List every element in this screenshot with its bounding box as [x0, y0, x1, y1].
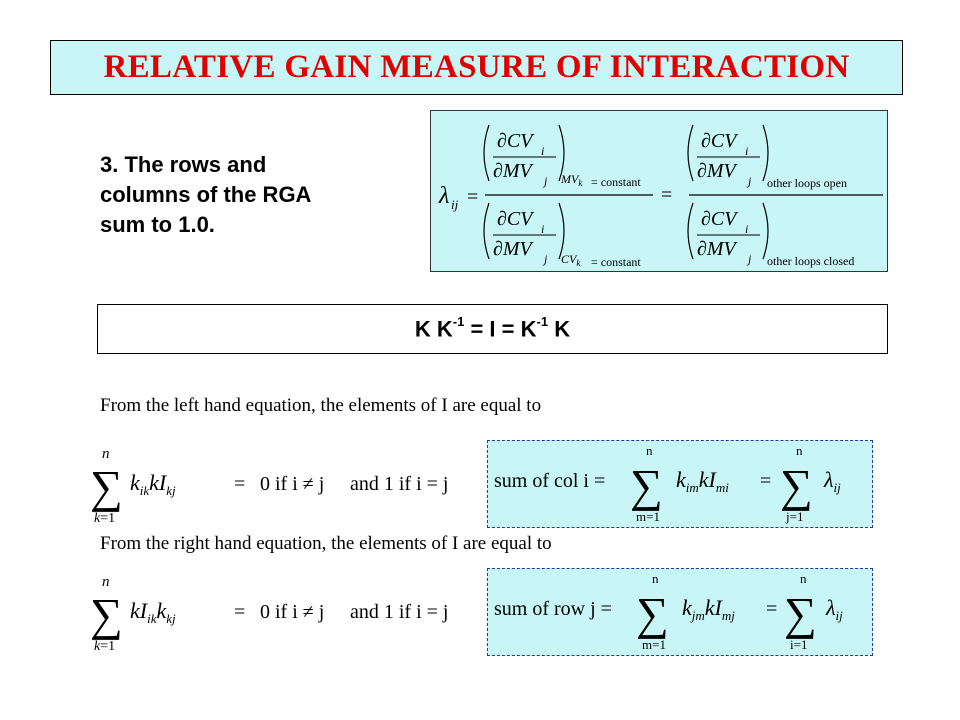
- one-if-label: and 1 if i = j: [350, 473, 449, 495]
- left-paren-1b: [484, 203, 489, 259]
- left-paren-1a: [484, 125, 489, 181]
- right-paren-1b: [559, 203, 564, 259]
- col-equals: =: [760, 470, 772, 492]
- cv-sub-1b: i: [541, 222, 545, 236]
- cv-sub-2a: i: [745, 144, 749, 158]
- row-equals: =: [766, 598, 778, 620]
- lambda-subscript: ij: [451, 197, 459, 212]
- right-paren-2b: [763, 203, 768, 259]
- column-sum-box: [487, 440, 873, 528]
- partial-mv-1b: ∂MV: [493, 238, 532, 260]
- title-box: [50, 40, 903, 95]
- column-sum-equation: [488, 441, 871, 526]
- col-sum-upper: n: [646, 443, 653, 458]
- col-sigma-1: ∑: [630, 460, 663, 511]
- right-hand-sum-equation: [88, 568, 488, 658]
- point-line-3: sum to 1.0.: [100, 212, 215, 237]
- rga-definition-box: [430, 110, 888, 272]
- equals-sign-1: =: [467, 186, 479, 208]
- equals-sign-right: =: [234, 601, 246, 623]
- sum-upper-n-2: n: [102, 574, 110, 590]
- k-1: K: [414, 316, 431, 342]
- col-sum-upper-2: n: [796, 443, 803, 458]
- col-sum-lower: m=1: [636, 509, 660, 524]
- lambda-symbol: λ: [439, 183, 450, 209]
- cv-sub-1a: i: [541, 144, 545, 158]
- partial-cv-2b: ∂CV: [701, 208, 737, 230]
- sum-of-row-label: sum of row j =: [494, 598, 612, 620]
- cv-k-constant: $CV_k$: [561, 252, 581, 268]
- partial-cv-1a: ∂CV: [497, 130, 533, 152]
- row-sum-box: [487, 568, 873, 656]
- equals-sign-2: =: [661, 184, 673, 206]
- k-inverse-2: K: [520, 316, 537, 342]
- row-sum-equation: [488, 569, 871, 654]
- sum-lower-k1-2: k=1: [94, 639, 116, 654]
- sigma-symbol: ∑: [90, 461, 123, 512]
- open-label: other loops open: [767, 176, 847, 190]
- sum-lower-k1: k=1: [94, 511, 116, 526]
- term-kI-ik: $kI_{ik}k_{kj}$: [130, 598, 176, 626]
- k-inverse: K: [436, 316, 453, 342]
- partial-mv-2a: ∂MV: [697, 160, 736, 182]
- sum-upper-n: n: [102, 446, 110, 462]
- zero-if-label-2: 0 if i ≠ j: [260, 601, 325, 623]
- zero-if-label: 0 if i ≠ j: [260, 473, 325, 495]
- constant-label-1: = constant: [591, 175, 641, 189]
- point-3-text: [100, 150, 400, 240]
- col-sum-lower-2: j=1: [786, 509, 804, 524]
- constant-label-2: = constant: [591, 255, 641, 269]
- cv-sub-2b: i: [745, 222, 749, 236]
- mv-sub-1b: j: [544, 252, 548, 266]
- rga-definition-equation: [431, 111, 887, 271]
- partial-mv-1a: ∂MV: [493, 160, 532, 182]
- row-sum-lower-2: i=1: [790, 637, 808, 652]
- mv-sub-1a: j: [544, 174, 548, 188]
- row-sigma-1: ∑: [636, 588, 669, 639]
- row-sum-lower: m=1: [642, 637, 666, 652]
- mv-sub-2a: j: [748, 174, 752, 188]
- partial-mv-2b: ∂MV: [697, 238, 736, 260]
- inverse-exp-2: -1: [536, 313, 549, 329]
- left-paren-2a: [688, 125, 693, 181]
- left-paren-2b: [688, 203, 693, 259]
- caption-right-hand: From the right hand equation, the elements of I are equal to: [100, 533, 552, 554]
- row-sigma-2: ∑: [784, 588, 817, 639]
- slide-title: RELATIVE GAIN MEASURE OF INTERACTION: [103, 49, 850, 85]
- row-term: $k_{jm}kI_{mj}$: [682, 595, 735, 623]
- row-sum-upper: n: [652, 571, 659, 586]
- row-sum-upper-2: n: [800, 571, 807, 586]
- identity-equation-box: [97, 304, 888, 354]
- col-term: $k_{im}kI_{mi}$: [676, 467, 729, 495]
- partial-cv-1b: ∂CV: [497, 208, 533, 230]
- left-hand-sum-equation: [88, 440, 488, 530]
- right-paren-2a: [763, 125, 768, 181]
- point-line-2: columns of the RGA: [100, 182, 312, 207]
- mv-sub-2b: j: [748, 252, 752, 266]
- col-sigma-2: ∑: [780, 460, 813, 511]
- mv-k-constant: $MV_k$: [561, 172, 583, 188]
- col-lambda: $\lambda_{ij}$: [824, 467, 841, 495]
- sigma-symbol-2: ∑: [90, 589, 123, 640]
- sum-of-col-label: sum of col i =: [494, 470, 606, 492]
- partial-cv-2a: ∂CV: [701, 130, 737, 152]
- one-if-label-2: and 1 if i = j: [350, 601, 449, 623]
- inverse-exp-1: -1: [452, 313, 465, 329]
- equals-i: = I =: [470, 316, 515, 342]
- closed-label: other loops closed: [767, 254, 855, 268]
- equals-sign-left: =: [234, 473, 246, 495]
- identity-equation: [414, 313, 571, 342]
- point-line-1: 3. The rows and: [100, 152, 267, 177]
- row-lambda: $\lambda_{ij}$: [826, 595, 843, 623]
- term-k-ik: $k_{ik}kI_{kj}$: [130, 470, 176, 498]
- caption-left-hand: From the left hand equation, the elements of I are equal to: [100, 395, 542, 416]
- k-3: K: [554, 316, 571, 342]
